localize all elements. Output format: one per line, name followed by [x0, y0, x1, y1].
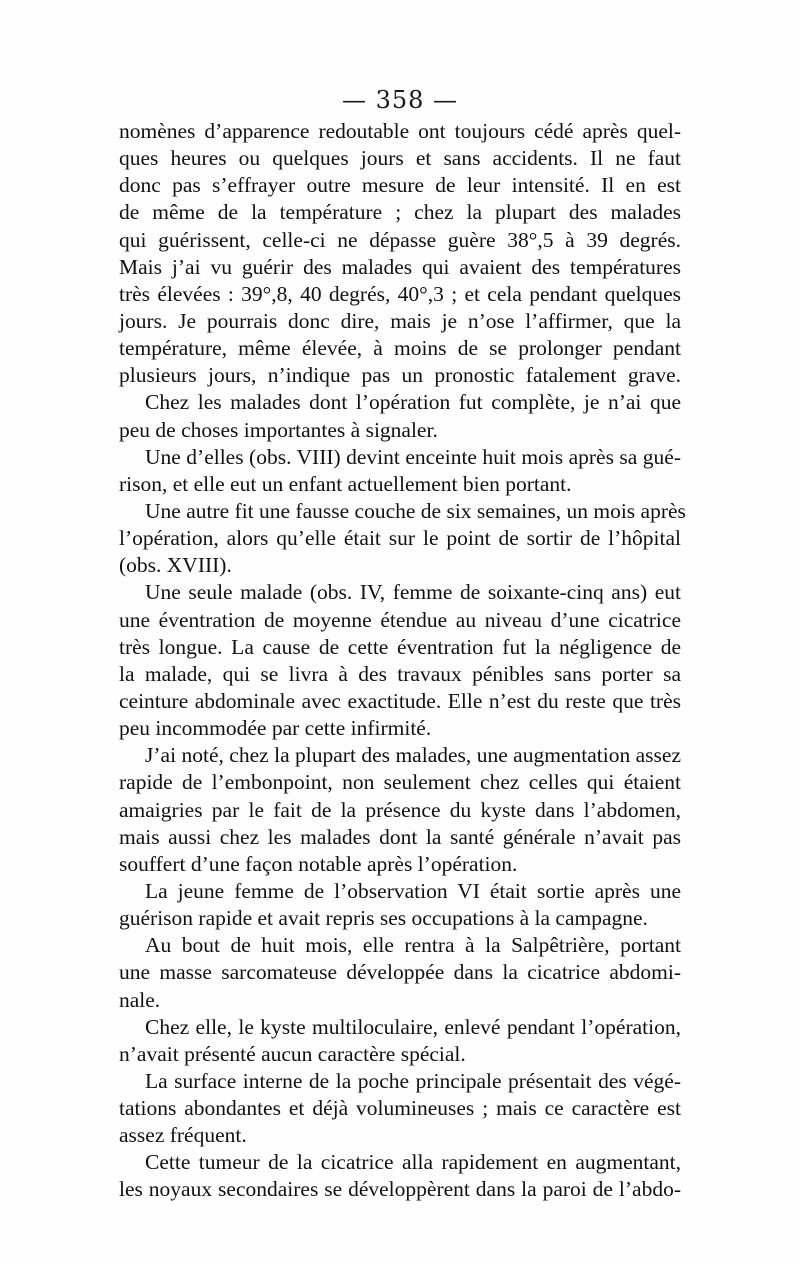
text-line: l’opération, alors qu’elle était sur le point de sortir de l’hôpital: [119, 526, 681, 551]
text-line: qui guérissent, celle-ci ne dépasse guère 38°,5 à 39 degrés.: [119, 227, 681, 252]
text-line: mais aussi chez les malades dont la santé générale n’avait pas: [119, 824, 681, 849]
text-line: guérison rapide et avait repris ses occupations à la campagne.: [119, 906, 648, 931]
text-line: rison, et elle eut un enfant actuellement bien portant.: [119, 471, 572, 496]
text-line: (obs. XVIII).: [119, 553, 232, 578]
page-number: — 358 —: [341, 86, 459, 114]
text-line: Une d’elles (obs. VIII) devint enceinte huit mois après sa gué-: [145, 444, 681, 469]
text-line: Au bout de huit mois, elle rentra à la Salpêtrière, portant: [145, 933, 681, 958]
text-line: La jeune femme de l’observation VI était sortie après une: [145, 878, 681, 903]
text-line: Chez elle, le kyste multiloculaire, enlevé pendant l’opération,: [145, 1014, 681, 1039]
body-text: [119, 118, 686, 1204]
text-line: assez fréquent.: [119, 1123, 247, 1148]
text-line: amaigries par le fait de la présence du kyste dans l’abdomen,: [119, 797, 681, 822]
text-line: ques heures ou quelques jours et sans accidents. Il ne faut: [119, 146, 681, 171]
text-line: Cette tumeur de la cicatrice alla rapidement en augmentant,: [145, 1150, 681, 1175]
text-line: de même de la température ; chez la plupart des malades: [119, 200, 681, 225]
text-line: nomènes d’apparence redoutable ont toujours cédé après quel-: [119, 119, 681, 143]
text-line: n’avait présenté aucun caractère spécial.: [119, 1041, 466, 1066]
text-line: donc pas s’effrayer outre mesure de leur intensité. Il en est: [119, 173, 681, 198]
text-line: Une autre fit une fausse couche de six semaines, un mois après: [145, 498, 686, 523]
text-line: plusieurs jours, n’indique pas un pronostic fatalement grave.: [119, 363, 681, 388]
text-line: très élevées : 39°,8, 40 degrés, 40°,3 ; et cela pendant quelques: [119, 281, 681, 306]
text-line: Une seule malade (obs. IV, femme de soixante-cinq ans) eut: [145, 580, 681, 605]
text-line: La surface interne de la poche principale présentait des végé-: [145, 1068, 681, 1093]
text-line: température, même élevée, à moins de se prolonger pendant: [119, 336, 681, 361]
text-line: une masse sarcomateuse développée dans la cicatrice abdomi-: [119, 960, 681, 985]
text-line: très longue. La cause de cette éventration fut la négligence de: [119, 634, 681, 659]
text-line: J’ai noté, chez la plupart des malades, une augmentation assez: [145, 743, 681, 768]
text-line: rapide de l’embonpoint, non seulement chez celles qui étaient: [119, 770, 681, 795]
text-line: peu de choses importantes à signaler.: [119, 417, 438, 442]
text-line: souffert d’une façon notable après l’opération.: [119, 851, 518, 876]
text-line: tations abondantes et déjà volumineuses ; mais ce caractère est: [119, 1096, 681, 1121]
text-line: Mais j’ai vu guérir des malades qui avaient des températures: [119, 254, 681, 279]
text-line: une éventration de moyenne étendue au niveau d’une cicatrice: [119, 607, 681, 632]
text-line: la malade, qui se livra à des travaux pénibles sans porter sa: [119, 661, 681, 686]
text-line: peu incommodée par cette infirmité.: [119, 716, 432, 741]
text-line: Chez les malades dont l’opération fut complète, je n’ai que: [145, 390, 681, 415]
text-line: jours. Je pourrais donc dire, mais je n’ose l’affirmer, que la: [119, 308, 681, 333]
text-line: nale.: [119, 987, 161, 1012]
text-line: les noyaux secondaires se développèrent dans la paroi de l’abdo-: [119, 1177, 681, 1202]
text-line: ceinture abdominale avec exactitude. Elle n’est du reste que très: [119, 688, 681, 713]
